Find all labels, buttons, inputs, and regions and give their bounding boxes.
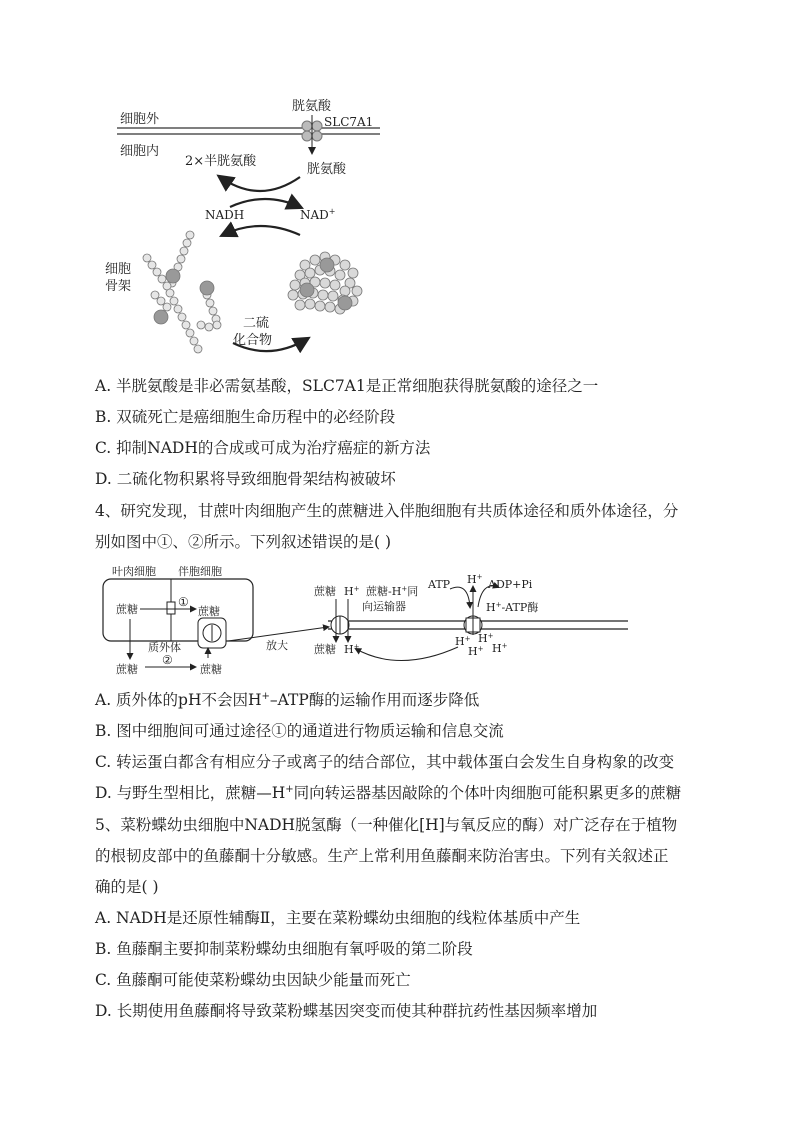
inside-cell-label: 细胞内 [120,144,160,159]
q5-stem-line1: 5、菜粉蝶幼虫细胞中NADH脱氢酶（一种催化[H]与氧反应的酶）对广泛存在于植物 [95,816,678,834]
sucrose-bottom-right: 蔗糖 [200,663,222,676]
h-atpase-label: H+-ATP酶 [486,601,539,614]
figure-disulfidptosis-svg [95,95,395,360]
outside-cell-label: 细胞外 [120,112,160,127]
plasmodesma-channel [167,602,175,614]
cytoskeleton-label-line2: 骨架 [105,279,132,294]
figure-disulfidptosis [95,95,395,360]
q4-option-a: A. 质外体的pH不会因H+–ATP酶的运输作用而逐步降低 [95,690,480,709]
nad-plus-label: NAD+ [300,207,336,222]
nadh-oxidation-arrow [230,199,300,207]
symporter-label-line2: 向运输器 [362,600,406,613]
mesophyll-cell-label: 叶肉细胞 [112,565,156,578]
q5-option-a: A. NADH是还原性辅酶Ⅱ，主要在菜粉蝶幼虫细胞的线粒体基质中产生 [95,909,581,927]
q5-stem-line3: 确的是( ) [95,878,159,896]
q4-option-c: C. 转运蛋白都含有相应分子或离子的结合部位，其中载体蛋白会发生自身构象的改变 [95,753,675,771]
q4-option-b: B. 图中细胞间可通过途径①的通道进行物质运输和信息交流 [95,722,504,740]
atp-arrow [450,587,470,607]
route2-label: ② [162,653,173,667]
sucrose-bottom-label: 蔗糖 [314,643,336,656]
q4-stem-line2: 别如图中①、②所示。下列叙述错误的是( ) [95,533,392,551]
sucrose-bottom-left: 蔗糖 [116,663,138,676]
cytoskeleton-icon [143,231,221,353]
q5-option-d: D. 长期使用鱼藤酮将导致菜粉蝶基因突变而使其种群抗药性基因频率增加 [95,1002,598,1020]
h-plus-cluster-4: H+ [492,642,508,655]
disulfide-aggregate-icon [288,252,362,314]
cystine-inside-label: 胱氨酸 [307,162,347,177]
nadh-label: NADH [205,208,245,222]
h-plus-cluster-2: H+ [478,632,494,645]
h-plus-cluster-3: H+ [468,645,484,658]
sucrose-label-right: 蔗糖 [198,605,220,618]
reverse-cycle-arrow [223,226,300,235]
apoplast-label: 质外体 [148,641,181,654]
disulfide-label-line2: 化合物 [233,333,273,348]
h-plus-bottom-label: H+ [344,643,360,656]
q5-option-c: C. 鱼藤酮可能使菜粉蝶幼虫因缺少能量而死亡 [95,971,411,989]
cytoskeleton-label-line1: 细胞 [105,262,132,277]
q3-option-d: D. 二硫化物积累将导致细胞骨架结构被破坏 [95,470,396,488]
q3-option-c: C. 抑制NADH的合成或可成为治疗癌症的新方法 [95,439,431,457]
q4-stem-line1: 4、研究发现，甘蔗叶肉细胞产生的蔗糖进入伴胞细胞有共质体途径和质外体途径，分 [95,502,679,520]
q4-option-d: D. 与野生型相比，蔗糖—H+同向转运器基因敲除的个体叶肉细胞可能积累更多的蔗糖 [95,783,682,802]
h-plus-top-label: H+ [344,585,360,598]
q5-option-b: B. 鱼藤酮主要抑制菜粉蝶幼虫细胞有氧呼吸的第二阶段 [95,940,473,958]
atp-label: ATP [428,578,451,591]
magnify-label: 放大 [266,639,288,652]
h-plus-pump-label: H+ [467,573,483,586]
slc7a1-label: SLC7A1 [324,115,374,129]
cysteine-label: 2×半胱氨酸 [185,154,257,169]
adp-pi-label: ADP+Pi [488,578,533,591]
sucrose-top-label: 蔗糖 [314,585,336,598]
q3-option-b: B. 双硫死亡是癌细胞生命历程中的必经阶段 [95,408,396,426]
cystine-outside-label: 胱氨酸 [292,99,332,114]
q3-option-a: A. 半胱氨酸是非必需氨基酸，SLC7A1是正常细胞获得胱氨酸的途径之一 [95,377,599,395]
cystine-reduction-arrow [220,177,300,191]
disulfide-label-line1: 二硫 [243,316,270,331]
figure-sucrose-transport-svg [100,563,700,678]
sucrose-label-left: 蔗糖 [116,603,138,616]
figure-sucrose-transport [100,563,700,678]
h-plus-cluster-1: H+ [455,635,471,648]
companion-cell-label: 伴胞细胞 [178,565,222,578]
route1-label: ① [178,595,189,609]
q5-stem-line2: 的根韧皮部中的鱼藤酮十分敏感。生产上常利用鱼藤酮来防治害虫。下列有关叙述正 [95,847,669,865]
symporter-label-line1: 蔗糖-H+同 [366,585,419,598]
proton-gradient-arrow [356,647,458,661]
